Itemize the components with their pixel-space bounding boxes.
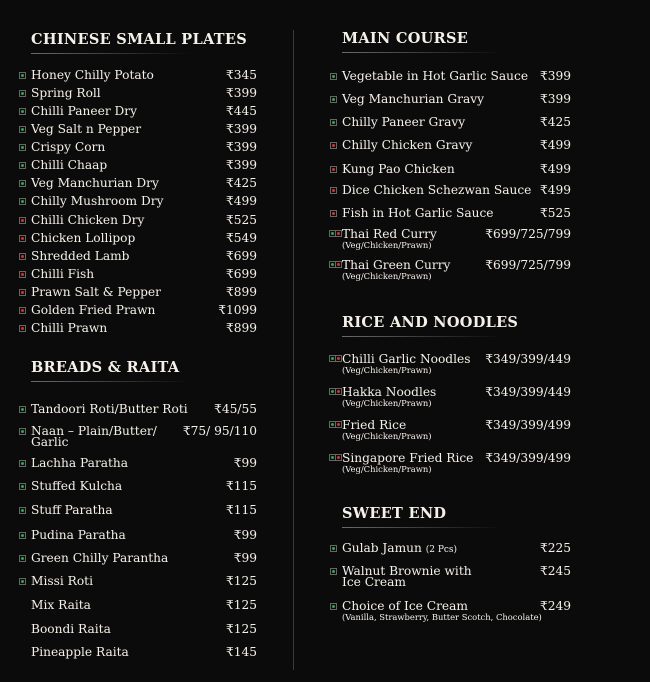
menu-item-name (31, 267, 94, 281)
menu-item-name-text: Lachha Paratha (31, 456, 129, 470)
menu-item-name (342, 541, 457, 555)
nonveg-icon (335, 355, 342, 362)
veg-icon (19, 406, 26, 413)
veg-nonveg-icon (330, 231, 339, 236)
veg-nonveg-icon (330, 422, 339, 427)
menu-item-name (342, 183, 531, 197)
menu-item-price: ₹399 (225, 122, 257, 136)
veg-icon (330, 568, 337, 575)
menu-item-name-text: Chilli Garlic Noodles (342, 352, 471, 366)
menu-item-name (31, 86, 101, 100)
menu-item-name (31, 213, 144, 227)
veg-icon (330, 603, 337, 610)
column-divider (293, 30, 294, 670)
menu-item-price: ₹1099 (218, 303, 257, 317)
section-title: MAIN COURSE (342, 30, 469, 47)
menu-item-name-text: Veg Salt n Pepper (31, 122, 142, 136)
menu-item-name-text: Fish in Hot Garlic Sauce (342, 206, 494, 220)
menu-item-name-text: Chilli Paneer Dry (31, 104, 138, 118)
menu-item-price: ₹699/725/799 (485, 227, 571, 241)
nonveg-icon (330, 142, 337, 149)
nonveg-icon (19, 289, 26, 296)
veg-icon (19, 578, 26, 585)
menu-item-name (31, 303, 155, 317)
menu-item-price: ₹145 (225, 645, 257, 659)
veg-icon (19, 198, 26, 205)
nonveg-icon (335, 230, 342, 237)
menu-item-options: (Veg/Chicken/Prawn) (342, 365, 432, 375)
veg-icon (19, 507, 26, 514)
menu-item-name-text: Gulab Jamun (342, 541, 422, 555)
menu-item-name-text: Vegetable in Hot Garlic Sauce (342, 69, 529, 83)
menu-item-name-line2: Ice Cream (342, 575, 406, 589)
menu-item-price: ₹349/399/499 (485, 418, 571, 432)
section-title: SWEET END (342, 505, 447, 522)
nonveg-icon (335, 261, 342, 268)
menu-item-name-text: Walnut Brownie with (342, 564, 472, 578)
menu-item-price: ₹699/725/799 (485, 258, 571, 272)
nonveg-icon (19, 217, 26, 224)
menu-item-price: ₹349/399/499 (485, 451, 571, 465)
menu-item-name-text: Crispy Corn (31, 140, 106, 154)
menu-item-name-text: Missi Roti (31, 574, 93, 588)
menu-item-name-text: Chilli Prawn (31, 321, 108, 335)
menu-item-name (342, 162, 455, 176)
menu-item-name (342, 92, 484, 106)
menu-item-price: ₹525 (539, 206, 571, 220)
menu-item-name-text: Fried Rice (342, 418, 407, 432)
section-underline (31, 53, 191, 54)
veg-icon (19, 72, 26, 79)
menu-item-name (31, 194, 163, 208)
menu-item-name-text: Chilli Chicken Dry (31, 213, 145, 227)
menu-item-name (31, 622, 111, 636)
veg-nonveg-icon (330, 356, 339, 361)
menu-item-name (342, 258, 450, 272)
menu-item-price: ₹549 (225, 231, 257, 245)
menu-item-price: ₹899 (225, 285, 257, 299)
menu-item-name-text: Mix Raita (31, 598, 91, 612)
nonveg-icon (19, 271, 26, 278)
menu-item-name-text: Pudina Paratha (31, 528, 126, 542)
veg-icon (19, 460, 26, 467)
menu-item-price: ₹75/ 95/110 (182, 424, 257, 438)
menu-item-name (31, 574, 93, 588)
menu-item-price: ₹225 (539, 541, 571, 555)
menu-item-name-text: Stuff Paratha (31, 503, 113, 517)
menu-item-name (31, 321, 107, 335)
menu-item-name-text: Prawn Salt & Pepper (31, 285, 161, 299)
menu-item-price: ₹125 (225, 598, 257, 612)
menu-item-price: ₹249 (539, 599, 571, 613)
menu-item-name-text: Veg Manchurian Gravy (342, 92, 484, 106)
menu-item-name-text: Chilly Mushroom Dry (31, 194, 164, 208)
menu-item-name (342, 451, 473, 465)
veg-nonveg-icon (330, 455, 339, 460)
menu-item-name-text: Chicken Lollipop (31, 231, 136, 245)
menu-item-name (31, 285, 161, 299)
menu-item-price: ₹399 (225, 140, 257, 154)
menu-item-options: (Veg/Chicken/Prawn) (342, 431, 432, 441)
menu-item-name (342, 227, 437, 241)
menu-item-price: ₹499 (539, 183, 571, 197)
veg-icon (19, 555, 26, 562)
section-underline (342, 336, 502, 337)
menu-item-price: ₹699 (225, 267, 257, 281)
section-underline (342, 52, 502, 53)
menu-item-name (31, 479, 122, 493)
menu-item-name (31, 402, 188, 416)
menu-item-name-text: Singapore Fried Rice (342, 451, 474, 465)
menu-item-name-text: Green Chilly Parantha (31, 551, 169, 565)
menu-item-name (31, 68, 154, 82)
menu-item-name-text: Naan – Plain/Butter/ (31, 424, 157, 438)
menu-item-name-text: Kung Pao Chicken (342, 162, 455, 176)
menu-item-price: ₹349/399/449 (485, 385, 571, 399)
menu-item-name (342, 115, 465, 129)
menu-item-name (31, 122, 141, 136)
nonveg-icon (330, 187, 337, 194)
menu-item-price: ₹445 (225, 104, 257, 118)
nonveg-icon (335, 454, 342, 461)
nonveg-icon (19, 325, 26, 332)
menu-item-name-text: Pineapple Raita (31, 645, 129, 659)
menu-item-price: ₹99 (233, 551, 257, 565)
veg-icon (19, 108, 26, 115)
menu-item-name (342, 352, 470, 366)
menu-item-name-text: Thai Green Curry (342, 258, 451, 272)
nonveg-icon (330, 210, 337, 217)
section-title: RICE AND NOODLES (342, 314, 519, 331)
menu-item-name-text: Chilli Chaap (31, 158, 108, 172)
veg-icon (19, 180, 26, 187)
menu-item-price: ₹399 (539, 92, 571, 106)
veg-icon (19, 144, 26, 151)
menu-item-price: ₹499 (539, 162, 571, 176)
menu-item-note: (2 Pcs) (425, 545, 458, 555)
menu-item-name-text: Hakka Noodles (342, 385, 437, 399)
menu-item-price: ₹45/55 (214, 402, 257, 416)
veg-icon (19, 90, 26, 97)
menu-item-name-text: Golden Fried Prawn (31, 303, 156, 317)
menu-item-name-text: Stuffed Kulcha (31, 479, 123, 493)
veg-icon (19, 483, 26, 490)
menu-item-name (342, 418, 406, 432)
veg-icon (330, 545, 337, 552)
menu-item-price: ₹425 (539, 115, 571, 129)
menu-item-name (31, 231, 135, 245)
section-title: CHINESE SMALL PLATES (31, 31, 247, 48)
menu-item-name-text: Boondi Raita (31, 622, 111, 636)
section-underline (342, 527, 502, 528)
menu-item-price: ₹125 (225, 622, 257, 636)
menu-item-name (31, 598, 91, 612)
menu-item-name-text: Tandoori Roti/Butter Roti (31, 402, 188, 416)
veg-icon (19, 532, 26, 539)
menu-item-name-line2: Garlic (31, 435, 69, 449)
menu-item-options: (Veg/Chicken/Prawn) (342, 464, 432, 474)
veg-icon (330, 73, 337, 80)
section-underline (31, 381, 191, 382)
menu-item-name (31, 503, 113, 517)
menu-item-name-text: Chilly Paneer Gravy (342, 115, 466, 129)
menu-item-name-text: Thai Red Curry (342, 227, 437, 241)
menu-item-name (31, 176, 159, 190)
menu-item-name (31, 158, 107, 172)
veg-icon (330, 119, 337, 126)
menu-item-name (31, 645, 129, 659)
menu-item-price: ₹699 (225, 249, 257, 263)
menu-item-name (31, 140, 105, 154)
menu-item-options: (Veg/Chicken/Prawn) (342, 398, 432, 408)
menu-item-price: ₹399 (539, 69, 571, 83)
menu-item-options: (Veg/Chicken/Prawn) (342, 271, 432, 281)
menu-item-name (342, 599, 468, 613)
section-title: BREADS & RAITA (31, 359, 180, 376)
nonveg-icon (19, 253, 26, 260)
menu-item-price: ₹115 (225, 479, 257, 493)
menu-item-price: ₹245 (539, 564, 571, 578)
menu-item-price: ₹499 (225, 194, 257, 208)
nonveg-icon (19, 307, 26, 314)
menu-item-name-text: Chilli Fish (31, 267, 95, 281)
nonveg-icon (330, 166, 337, 173)
menu-item-name (31, 104, 137, 118)
menu-item-price: ₹125 (225, 574, 257, 588)
menu-item-name (31, 551, 168, 565)
menu-item-name-text: Dice Chicken Schezwan Sauce (342, 183, 532, 197)
veg-nonveg-icon (330, 262, 339, 267)
menu-item-options: (Vanilla, Strawberry, Butter Scotch, Chocolate) (342, 612, 542, 622)
menu-item-price: ₹899 (225, 321, 257, 335)
menu-item-name (342, 385, 436, 399)
nonveg-icon (335, 388, 342, 395)
menu-item-name-text: Honey Chilly Potato (31, 68, 154, 82)
menu-item-price: ₹349/399/449 (485, 352, 571, 366)
veg-icon (330, 96, 337, 103)
menu-item-name (342, 69, 528, 83)
menu-item-name-text: Veg Manchurian Dry (31, 176, 159, 190)
menu-item-price: ₹399 (225, 158, 257, 172)
menu-item-name (31, 249, 129, 263)
menu-item-name (342, 206, 494, 220)
menu-item-name (31, 528, 126, 542)
veg-icon (19, 428, 26, 435)
menu-item-price: ₹345 (225, 68, 257, 82)
nonveg-icon (19, 235, 26, 242)
menu-item-price: ₹99 (233, 456, 257, 470)
menu-item-price: ₹499 (539, 138, 571, 152)
menu-item-price: ₹425 (225, 176, 257, 190)
menu-item-price: ₹99 (233, 528, 257, 542)
menu-item-name-text: Shredded Lamb (31, 249, 130, 263)
menu-item-name (342, 138, 472, 152)
menu-item-options: (Veg/Chicken/Prawn) (342, 240, 432, 250)
veg-nonveg-icon (330, 389, 339, 394)
menu-item-name-text: Choice of Ice Cream (342, 599, 468, 613)
menu-item-name (31, 456, 128, 470)
veg-icon (19, 162, 26, 169)
veg-icon (19, 126, 26, 133)
menu-item-price: ₹525 (225, 213, 257, 227)
menu-item-name-text: Chilly Chicken Gravy (342, 138, 473, 152)
nonveg-icon (335, 421, 342, 428)
menu-item-price: ₹399 (225, 86, 257, 100)
menu-item-name-text: Spring Roll (31, 86, 101, 100)
menu-item-price: ₹115 (225, 503, 257, 517)
